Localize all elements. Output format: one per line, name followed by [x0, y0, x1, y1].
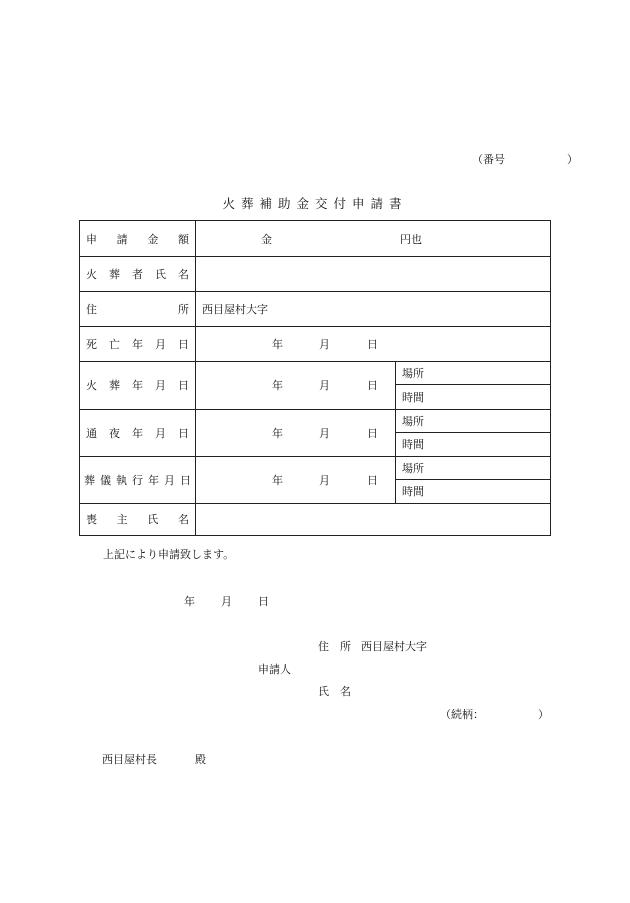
label-char: 儀 — [100, 473, 111, 487]
statement-text: 上記により申請致します。 — [103, 548, 235, 561]
day-mark: 日 — [367, 473, 378, 487]
label-char: 名 — [178, 267, 189, 281]
label-char: 月 — [155, 337, 166, 351]
funeral-date-field[interactable] — [196, 456, 550, 503]
label-char: 亡 — [109, 337, 120, 351]
label-char: 住 — [86, 302, 97, 316]
funeral-time-field[interactable] — [395, 479, 550, 503]
address-value: 西目屋村大字 — [202, 302, 268, 316]
row-address — [80, 291, 550, 327]
place-label: 場所 — [402, 461, 424, 475]
addressee-name: 西目屋村長 — [102, 753, 157, 766]
death-date-field[interactable] — [196, 326, 550, 361]
label-char: 葬 — [84, 473, 95, 487]
application-date[interactable] — [184, 593, 269, 609]
row-death-date — [80, 326, 550, 362]
chief-mourner-field[interactable] — [196, 503, 550, 535]
label-char: 年 — [148, 473, 159, 487]
label-deceased-name — [80, 256, 196, 291]
month-mark: 月 — [319, 337, 330, 351]
cremation-date-field[interactable] — [196, 361, 550, 409]
row-amount — [80, 221, 550, 257]
month-mark: 月 — [319, 473, 330, 487]
label-char: 葬 — [109, 379, 120, 392]
place-label: 場所 — [402, 414, 424, 428]
wake-place-field[interactable] — [395, 409, 550, 433]
document-number-open: （番号 — [472, 153, 505, 166]
row-wake-date — [80, 409, 550, 457]
document-number-close: ） — [567, 153, 578, 166]
year-mark: 年 — [272, 473, 283, 487]
label-char: 名 — [177, 513, 189, 526]
year-mark: 年 — [272, 379, 283, 392]
label-char: 年 — [132, 379, 143, 392]
applicant-name[interactable] — [318, 683, 351, 699]
label-char: 年 — [132, 337, 143, 351]
year-mark: 年 — [272, 337, 283, 351]
label-funeral-date — [80, 456, 196, 503]
label-char: 通 — [86, 426, 97, 440]
label-char: 額 — [177, 232, 189, 246]
applicant-label: 申請人 — [258, 663, 291, 676]
place-label: 場所 — [402, 366, 424, 380]
year-mark: 年 — [272, 426, 283, 440]
day-mark: 日 — [258, 595, 269, 608]
label-char: 行 — [132, 473, 143, 487]
day-mark: 日 — [367, 337, 378, 351]
label-char: 日 — [178, 379, 189, 392]
day-mark: 日 — [367, 379, 378, 392]
amount-value-cell — [196, 221, 550, 256]
amount-suffix: 円也 — [400, 232, 422, 246]
label-char: 年 — [132, 426, 143, 440]
label-char: 火 — [86, 267, 97, 281]
amount-prefix: 金 — [261, 232, 272, 246]
applicant-address[interactable] — [318, 638, 427, 654]
label-char: 者 — [132, 267, 143, 281]
label-char: 所 — [178, 302, 189, 316]
cremation-place-field[interactable] — [395, 361, 550, 385]
label-char: 請 — [116, 232, 128, 246]
wake-time-field[interactable] — [395, 432, 550, 456]
label-char: 死 — [86, 337, 97, 351]
year-mark: 年 — [184, 595, 195, 608]
relation-close: ） — [538, 708, 549, 721]
time-label: 時間 — [402, 438, 424, 451]
row-chief-mourner — [80, 503, 550, 535]
wake-date-field[interactable] — [196, 409, 550, 456]
time-label: 時間 — [402, 485, 424, 498]
label-char: 喪 — [86, 513, 97, 526]
label-char: 火 — [86, 379, 97, 392]
label-wake-date — [80, 409, 196, 456]
time-label: 時間 — [402, 391, 424, 404]
label-char: 葬 — [109, 267, 120, 281]
row-cremation-date — [80, 361, 550, 410]
label-char: 日 — [178, 337, 189, 351]
name-label: 氏 名 — [318, 685, 351, 698]
document-number — [472, 151, 578, 167]
addressee — [102, 751, 206, 767]
addressee-honorific: 殿 — [195, 753, 206, 766]
label-chief-mourner — [80, 503, 196, 535]
day-mark: 日 — [367, 426, 378, 440]
funeral-place-field[interactable] — [395, 456, 550, 480]
label-char: 氏 — [147, 513, 159, 526]
row-deceased-name — [80, 256, 550, 292]
label-address — [80, 291, 196, 326]
label-char: 月 — [155, 379, 166, 392]
label-char: 申 — [86, 232, 97, 246]
address-label: 住 所 — [318, 640, 351, 653]
row-funeral-date — [80, 456, 550, 504]
label-char: 日 — [178, 426, 189, 440]
label-char: 氏 — [155, 267, 166, 281]
cremation-time-field[interactable] — [395, 385, 550, 409]
month-mark: 月 — [221, 595, 232, 608]
month-mark: 月 — [319, 426, 330, 440]
label-amount — [80, 221, 196, 256]
address-value: 西目屋村大字 — [361, 640, 427, 653]
month-mark: 月 — [319, 379, 330, 392]
address-field[interactable] — [196, 291, 550, 326]
label-char: 日 — [180, 473, 191, 487]
label-char: 執 — [116, 473, 127, 487]
label-cremation-date — [80, 361, 196, 409]
applicant-relation[interactable] — [440, 706, 549, 722]
label-char: 夜 — [109, 426, 120, 440]
label-char: 月 — [155, 426, 166, 440]
label-death-date — [80, 326, 196, 361]
label-char: 金 — [147, 232, 159, 246]
deceased-name-field[interactable] — [196, 256, 550, 291]
application-form-table — [79, 220, 551, 536]
label-char: 月 — [164, 473, 175, 487]
label-char: 主 — [116, 513, 128, 526]
relation-open: （続柄： — [440, 708, 484, 721]
document-title: 火葬補助金交付申請書 — [222, 196, 408, 211]
